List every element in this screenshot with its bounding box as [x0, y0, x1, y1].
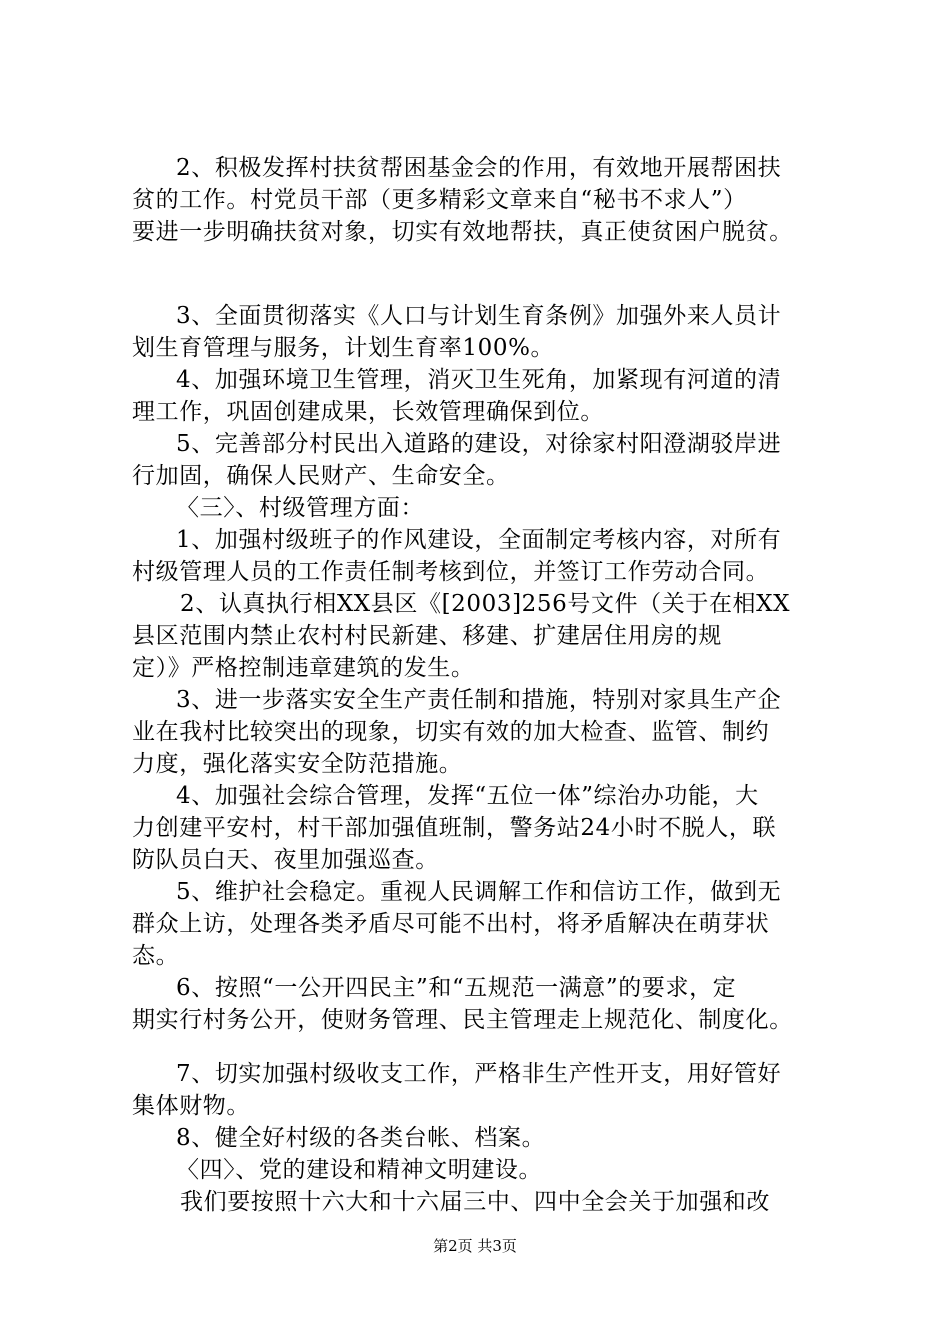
text-line: 5、维护社会稳定。重视人民调解工作和信访工作，做到无: [176, 879, 782, 905]
text-line: 8、健全好村级的各类台帐、档案。: [176, 1125, 546, 1151]
text-line: 7、切实加强村级收支工作，严格非生产性开支，用好管好: [176, 1061, 782, 1087]
text-line: 要进一步明确扶贫对象，切实有效地帮扶，真正使贫困户脱贫。: [132, 219, 793, 245]
page-number: 第2页 共3页: [433, 1237, 517, 1255]
text-line: 2、认真执行相XX县区《[2003]256号文件（关于在相XX: [180, 591, 791, 617]
text-line: 力度，强化落实安全防范措施。: [132, 751, 463, 777]
section-heading: 〈三〉、村级管理方面：: [176, 495, 425, 521]
text-line: 力创建平安村，村干部加强值班制，警务站24小时不脱人，联: [132, 815, 777, 841]
text-line: 1、加强村级班子的作风建设，全面制定考核内容，对所有: [176, 527, 782, 553]
text-line: 县区范围内禁止农村村民新建、移建、扩建居住用房的规: [132, 623, 722, 649]
text-line: 行加固，确保人民财产、生命安全。: [132, 463, 510, 489]
section-heading: 〈四〉、党的建设和精神文明建设。: [176, 1157, 543, 1183]
text-line: 3、进一步落实安全生产责任制和措施，特别对家具生产企: [176, 687, 782, 713]
text-line: 群众上访，处理各类矛盾尽可能不出村，将矛盾解决在萌芽状: [132, 911, 770, 937]
text-line: 集体财物。: [132, 1093, 250, 1119]
text-line: 4、加强社会综合管理，发挥“五位一体”综治办功能，大: [176, 783, 759, 809]
text-line: 业在我村比较突出的现象，切实有效的加大检查、监管、制约: [132, 719, 770, 745]
text-line: 贫的工作。村党员干部（更多精彩文章来自“秘书不求人”）: [132, 187, 747, 213]
text-line: 3、全面贯彻落实《人口与计划生育条例》加强外来人员计: [176, 303, 782, 329]
text-line: 定）》严格控制违章建筑的发生。: [132, 655, 475, 681]
text-line: 态。: [132, 943, 180, 969]
text-line: 我们要按照十六大和十六届三中、四中全会关于加强和改: [180, 1189, 770, 1215]
text-line: 5、完善部分村民出入道路的建设，对徐家村阳澄湖驳岸进: [176, 431, 782, 457]
text-line: 期实行村务公开，使财务管理、民主管理走上规范化、制度化。: [132, 1007, 793, 1033]
text-line: 村级管理人员的工作责任制考核到位，并签订工作劳动合同。: [132, 559, 770, 585]
text-line: 6、按照“一公开四民主”和“五规范一满意”的要求，定: [176, 975, 737, 1001]
text-line: 防队员白天、夜里加强巡查。: [132, 847, 439, 873]
text-line: 4、加强环境卫生管理，消灭卫生死角，加紧现有河道的清: [176, 367, 782, 393]
text-line: 划生育管理与服务，计划生育率100%。: [132, 335, 555, 361]
text-line: 2、积极发挥村扶贫帮困基金会的作用，有效地开展帮困扶: [176, 155, 782, 181]
text-line: 理工作，巩固创建成果，长效管理确保到位。: [132, 399, 604, 425]
